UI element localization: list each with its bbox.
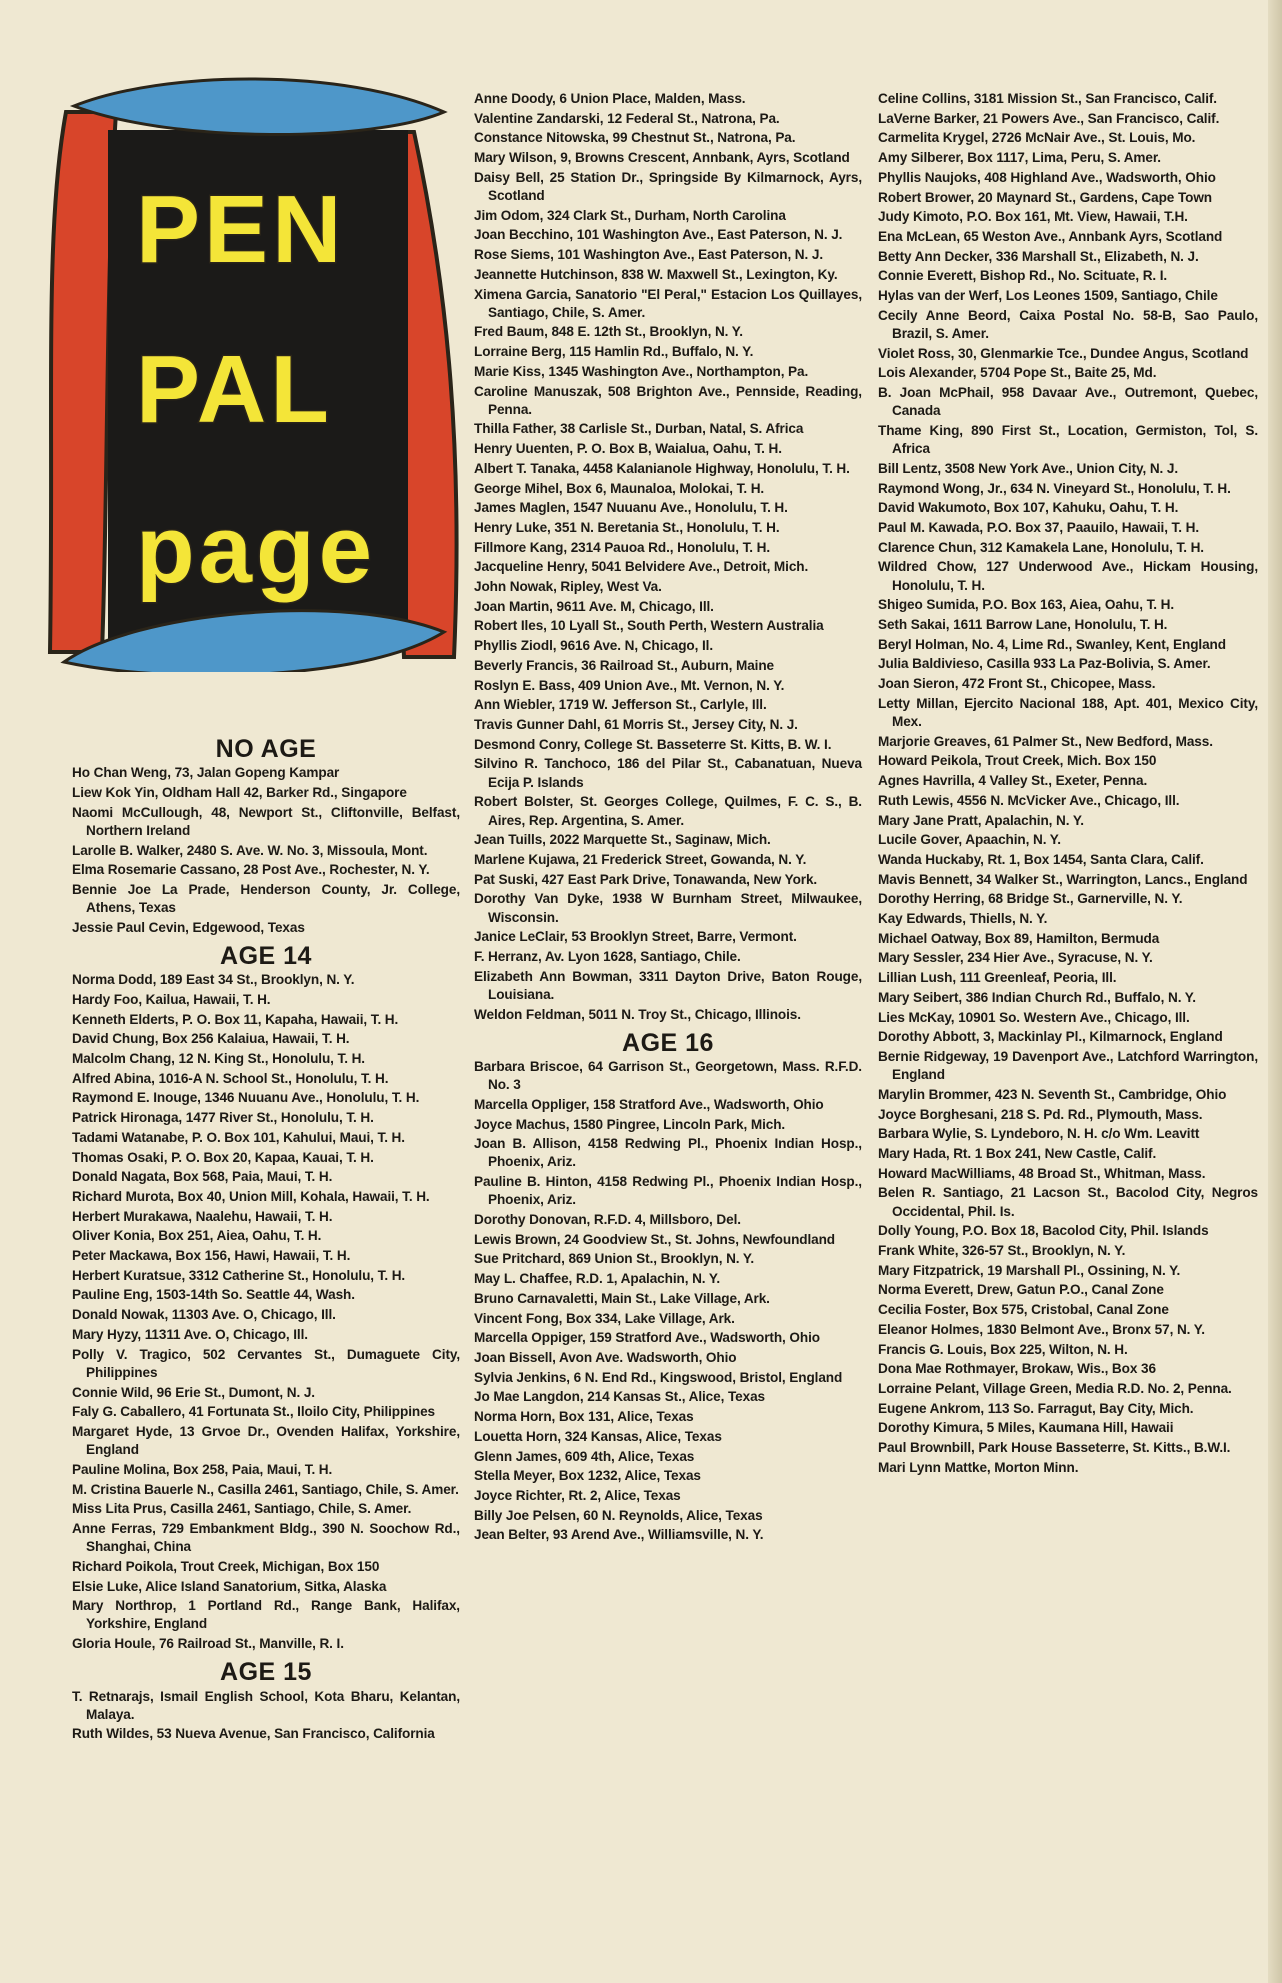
pen-pal-entry: Bernie Ridgeway, 19 Davenport Ave., Latchford Warrington, England bbox=[878, 1048, 1258, 1083]
pen-pal-entry: Stella Meyer, Box 1232, Alice, Texas bbox=[474, 1468, 701, 1484]
pen-pal-entry: Jessie Paul Cevin, Edgewood, Texas bbox=[72, 919, 305, 935]
pen-pal-entry: Glenn James, 609 4th, Alice, Texas bbox=[474, 1448, 695, 1464]
pen-pal-entry: Malcolm Chang, 12 N. King St., Honolulu, T. H. bbox=[72, 1051, 365, 1067]
pen-pal-entry: Beverly Francis, 36 Railroad St., Auburn, Maine bbox=[474, 657, 774, 673]
pen-pal-entry: Elma Rosemarie Cassano, 28 Post Ave., Rochester, N. Y. bbox=[72, 862, 430, 878]
pen-pal-entry: Clarence Chun, 312 Kamakela Lane, Honolulu, T. H. bbox=[878, 539, 1204, 555]
pen-pal-entry: Frank White, 326-57 St., Brooklyn, N. Y. bbox=[878, 1242, 1126, 1258]
pen-pal-entry: Herbert Kuratsue, 3312 Catherine St., Honolulu, T. H. bbox=[72, 1267, 406, 1283]
pen-pal-banner-art bbox=[44, 72, 474, 672]
pen-pal-entry: Phyllis Ziodl, 9616 Ave. N, Chicago, Il. bbox=[474, 638, 713, 654]
section-heading: AGE 15 bbox=[220, 1658, 312, 1687]
pen-pal-entry: Dona Mae Rothmayer, Brokaw, Wis., Box 36 bbox=[878, 1361, 1156, 1377]
pen-pal-entry: Gloria Houle, 76 Railroad St., Manville, R. I. bbox=[72, 1636, 344, 1652]
pen-pal-entry: Mary Hyzy, 11311 Ave. O, Chicago, Ill. bbox=[72, 1326, 308, 1342]
pen-pal-entry: Kay Edwards, Thiells, N. Y. bbox=[878, 911, 1048, 927]
pen-pal-entry: Shigeo Sumida, P.O. Box 163, Aiea, Oahu, T. H. bbox=[878, 597, 1175, 613]
pen-pal-entry: Albert T. Tanaka, 4458 Kalanianole Highway, Honolulu, T. H. bbox=[474, 460, 850, 476]
pen-pal-entry: Ruth Wildes, 53 Nueva Avenue, San Francisco, California bbox=[72, 1726, 435, 1742]
pen-pal-entry: Lois Alexander, 5704 Pope St., Baite 25, Md. bbox=[878, 365, 1157, 381]
pen-pal-entry: LaVerne Barker, 21 Powers Ave., San Francisco, Calif. bbox=[878, 110, 1220, 126]
pen-pal-entry: Pat Suski, 427 East Park Drive, Tonawanda, New York. bbox=[474, 871, 818, 887]
pen-pal-entry: Raymond E. Inouge, 1346 Nuuanu Ave., Honolulu, T. H. bbox=[72, 1090, 420, 1106]
pen-pal-entry: Fillmore Kang, 2314 Pauoa Rd., Honolulu, T. H. bbox=[474, 539, 771, 555]
pen-pal-entry: Thomas Osaki, P. O. Box 20, Kapaa, Kauai, T. H. bbox=[72, 1149, 374, 1165]
pen-pal-entry: Margaret Hyde, 13 Grvoe Dr., Ovenden Halifax, Yorkshire, England bbox=[72, 1423, 460, 1458]
pen-pal-entry: F. Herranz, Av. Lyon 1628, Santiago, Chile. bbox=[474, 948, 741, 964]
pen-pal-entry: May L. Chaffee, R.D. 1, Apalachin, N. Y. bbox=[474, 1271, 721, 1287]
pen-pal-entry: Wanda Huckaby, Rt. 1, Box 1454, Santa Clara, Calif. bbox=[878, 851, 1204, 867]
pen-pal-entry: Bruno Carnavaletti, Main St., Lake Village, Ark. bbox=[474, 1290, 770, 1306]
pen-pal-entry: David Wakumoto, Box 107, Kahuku, Oahu, T. H. bbox=[878, 500, 1179, 516]
pen-pal-entry: Herbert Murakawa, Naalehu, Hawaii, T. H. bbox=[72, 1208, 333, 1224]
pen-pal-entry: Constance Nitowska, 99 Chestnut St., Natrona, Pa. bbox=[474, 130, 796, 146]
pen-pal-entry: Sylvia Jenkins, 6 N. End Rd., Kingswood, Bristol, England bbox=[474, 1369, 843, 1385]
pen-pal-entry: Lewis Brown, 24 Goodview St., St. Johns, Newfoundland bbox=[474, 1231, 836, 1247]
pen-pal-entry: Robert Brower, 20 Maynard St., Gardens, Cape Town bbox=[878, 189, 1213, 205]
pen-pal-entry: Judy Kimoto, P.O. Box 161, Mt. View, Hawaii, T.H. bbox=[878, 209, 1188, 225]
pen-pal-entry: Dorothy Abbott, 3, Mackinlay Pl., Kilmarnock, England bbox=[878, 1029, 1223, 1045]
pen-pal-entry: Marylin Brommer, 423 N. Seventh St., Cambridge, Ohio bbox=[878, 1086, 1227, 1102]
pen-pal-entry: Ruth Lewis, 4556 N. McVicker Ave., Chicago, Ill. bbox=[878, 792, 1180, 808]
pen-pal-entry: Silvino R. Tanchoco, 186 del Pilar St., Cabanatuan, Nueva Ecija P. Islands bbox=[474, 756, 862, 790]
pen-pal-entry: Mari Lynn Mattke, Morton Minn. bbox=[878, 1459, 1079, 1475]
pen-pal-entry: Mary Sessler, 234 Hier Ave., Syracuse, N. Y. bbox=[878, 950, 1153, 966]
pen-pal-entry: Oliver Konia, Box 251, Aiea, Oahu, T. H. bbox=[72, 1228, 322, 1244]
pen-pal-entry: Phyllis Naujoks, 408 Highland Ave., Wadsworth, Ohio bbox=[878, 169, 1216, 185]
pen-pal-entry: Sue Pritchard, 869 Union St., Brooklyn, N. Y. bbox=[474, 1251, 755, 1267]
pen-pal-entry: David Chung, Box 256 Kalaiua, Hawaii, T. H. bbox=[72, 1031, 350, 1047]
pen-pal-entry: Donald Nagata, Box 568, Paia, Maui, T. H. bbox=[72, 1169, 333, 1185]
pen-pal-entry: Robert Bolster, St. Georges College, Quilmes, F. C. S., B. Aires, Rep. Argentina, S. Amer. bbox=[474, 794, 862, 828]
pen-pal-entry: Marlene Kujawa, 21 Frederick Street, Gowanda, N. Y. bbox=[474, 851, 807, 867]
pen-pal-entry: Barbara Wylie, S. Lyndeboro, N. H. c/o Wm. Leavitt bbox=[878, 1126, 1200, 1142]
pen-pal-entry: Julia Baldivieso, Casilla 933 La Paz-Bolivia, S. Amer. bbox=[878, 656, 1211, 672]
pen-pal-entry: Hylas van der Werf, Los Leones 1509, Santiago, Chile bbox=[878, 288, 1218, 304]
pen-pal-entry: Mary Seibert, 386 Indian Church Rd., Buffalo, N. Y. bbox=[878, 989, 1196, 1005]
pen-pal-entry: Joan B. Allison, 4158 Redwing Pl., Phoenix Indian Hosp., Phoenix, Ariz. bbox=[474, 1136, 862, 1170]
pen-pal-entry: Jim Odom, 324 Clark St., Durham, North Carolina bbox=[474, 207, 786, 223]
pen-pal-entry: Dorothy Donovan, R.F.D. 4, Millsboro, Del. bbox=[474, 1212, 741, 1228]
pen-pal-entry: Roslyn E. Bass, 409 Union Ave., Mt. Vernon, N. Y. bbox=[474, 677, 785, 693]
pen-pal-entry: Eleanor Holmes, 1830 Belmont Ave., Bronx 57, N. Y. bbox=[878, 1321, 1205, 1337]
pen-pal-entry: Anne Ferras, 729 Embankment Bldg., 390 N. Soochow Rd., Shanghai, China bbox=[72, 1520, 460, 1555]
pen-pal-entry: Elsie Luke, Alice Island Sanatorium, Sitka, Alaska bbox=[72, 1578, 387, 1594]
pen-pal-entry: B. Joan McPhail, 958 Davaar Ave., Outremont, Quebec, Canada bbox=[878, 385, 1258, 419]
pen-pal-entry: Michael Oatway, Box 89, Hamilton, Bermuda bbox=[878, 930, 1160, 946]
pen-pal-entry: Donald Nowak, 11303 Ave. O, Chicago, Ill. bbox=[72, 1307, 336, 1323]
pen-pal-entry: Cecilia Foster, Box 575, Cristobal, Canal Zone bbox=[878, 1302, 1169, 1318]
pen-pal-entry: Celine Collins, 3181 Mission St., San Francisco, Calif. bbox=[878, 91, 1217, 106]
pen-pal-entry: Richard Murota, Box 40, Union Mill, Kohala, Hawaii, T. H. bbox=[72, 1188, 430, 1204]
pen-pal-entry: Lorraine Pelant, Village Green, Media R.D. No. 2, Penna. bbox=[878, 1380, 1232, 1396]
pen-pal-entry: Marcella Oppliger, 158 Stratford Ave., Wadsworth, Ohio bbox=[474, 1096, 824, 1112]
top-feather bbox=[74, 79, 444, 135]
pen-pal-entry: Connie Everett, Bishop Rd., No. Scituate, R. I. bbox=[878, 268, 1168, 284]
pen-pal-entry: James Maglen, 1547 Nuuanu Ave., Honolulu, T. H. bbox=[474, 500, 788, 516]
pen-pal-entry: Billy Joe Pelsen, 60 N. Reynolds, Alice, Texas bbox=[474, 1507, 763, 1523]
page-gutter bbox=[1268, 0, 1282, 1983]
pen-pal-entry: Janice LeClair, 53 Brooklyn Street, Barre, Vermont. bbox=[474, 929, 797, 945]
section-heading: AGE 16 bbox=[622, 1028, 714, 1057]
pen-pal-entry: Dorothy Kimura, 5 Miles, Kaumana Hill, Hawaii bbox=[878, 1420, 1174, 1436]
pen-pal-entry: Joan Sieron, 472 Front St., Chicopee, Mass. bbox=[878, 676, 1156, 692]
pen-pal-entry: Connie Wild, 96 Erie St., Dumont, N. J. bbox=[72, 1384, 315, 1400]
pen-pal-entry: Thilla Father, 38 Carlisle St., Durban, Natal, S. Africa bbox=[474, 421, 804, 437]
pen-pal-entry: John Nowak, Ripley, West Va. bbox=[474, 579, 662, 595]
logo-line-pen: PEN bbox=[136, 176, 346, 283]
pen-pal-entry: Henry Luke, 351 N. Beretania St., Honolulu, T. H. bbox=[474, 519, 780, 535]
pen-pal-entry: Weldon Feldman, 5011 N. Troy St., Chicago, Illinois. bbox=[474, 1006, 801, 1022]
column-middle bbox=[474, 90, 862, 1546]
pen-pal-entry: Pauline B. Hinton, 4158 Redwing Pl., Phoenix Indian Hosp., Phoenix, Ariz. bbox=[474, 1174, 862, 1208]
pen-pal-entry: Dorothy Van Dyke, 1938 W Burnham Street, Milwaukee, Wisconsin. bbox=[474, 891, 862, 925]
pen-pal-entry: Robert Iles, 10 Lyall St., South Perth, Western Australia bbox=[474, 618, 824, 634]
pen-pal-entry: Anne Doody, 6 Union Place, Malden, Mass. bbox=[474, 91, 746, 106]
pen-pal-entry: Francis G. Louis, Box 225, Wilton, N. H. bbox=[878, 1341, 1128, 1357]
pen-pal-entry: Seth Sakai, 1611 Barrow Lane, Honolulu, T. H. bbox=[878, 616, 1168, 632]
pen-pal-entry: Tadami Watanabe, P. O. Box 101, Kahului, Maui, T. H. bbox=[72, 1129, 405, 1145]
pen-pal-entry: Agnes Havrilla, 4 Valley St., Exeter, Penna. bbox=[878, 773, 1148, 789]
pen-pal-entry: Norma Everett, Drew, Gatun P.O., Canal Zone bbox=[878, 1282, 1164, 1298]
pen-pal-entry: Richard Poikola, Trout Creek, Michigan, Box 150 bbox=[72, 1558, 380, 1574]
pen-pal-entry: Jean Belter, 93 Arend Ave., Williamsville, N. Y. bbox=[474, 1527, 764, 1543]
pen-pal-entry: Dorothy Herring, 68 Bridge St., Garnerville, N. Y. bbox=[878, 891, 1183, 907]
pen-pal-entry: T. Retnarajs, Ismail English School, Kota Bharu, Kelantan, Malaya. bbox=[72, 1688, 460, 1722]
logo-line-pal: PAL bbox=[136, 336, 333, 443]
pen-pal-entry: Polly V. Tragico, 502 Cervantes St., Dumaguete City, Philippines bbox=[72, 1346, 460, 1380]
pen-pal-entry: Betty Ann Decker, 336 Marshall St., Elizabeth, N. J. bbox=[878, 248, 1199, 264]
pen-pal-entry: Larolle B. Walker, 2480 S. Ave. W. No. 3, Missoula, Mont. bbox=[72, 842, 428, 858]
pen-pal-entry: Mary Northrop, 1 Portland Rd., Range Bank, Halifax, Yorkshire, England bbox=[72, 1598, 460, 1632]
pen-pal-entry: Hardy Foo, Kailua, Hawaii, T. H. bbox=[72, 991, 271, 1007]
logo-line-page: page bbox=[136, 496, 377, 603]
pen-pal-entry: Barbara Briscoe, 64 Garrison St., Georgetown, Mass. R.F.D. No. 3 bbox=[474, 1058, 862, 1093]
pen-pal-entry: Belen R. Santiago, 21 Lacson St., Bacolod City, Negros Occidental, Phil. Is. bbox=[878, 1185, 1258, 1219]
pen-pal-entry: Naomi McCullough, 48, Newport St., Cliftonville, Belfast, Northern Ireland bbox=[72, 804, 460, 838]
pen-pal-entry: Dolly Young, P.O. Box 18, Bacolod City, Phil. Islands bbox=[878, 1223, 1209, 1239]
pen-pal-entry: Letty Millan, Ejercito Nacional 188, Apt. 401, Mexico City, Mex. bbox=[878, 695, 1258, 729]
pen-pal-entry: Miss Lita Prus, Casilla 2461, Santiago, Chile, S. Amer. bbox=[72, 1501, 412, 1517]
pen-pal-entry: Jeannette Hutchinson, 838 W. Maxwell St., Lexington, Ky. bbox=[474, 266, 838, 282]
pen-pal-entry: Patrick Hironaga, 1477 River St., Honolulu, T. H. bbox=[72, 1110, 374, 1126]
pen-pal-entry: Marjorie Greaves, 61 Palmer St., New Bedford, Mass. bbox=[878, 733, 1213, 749]
pen-pal-entry: Violet Ross, 30, Glenmarkie Tce., Dundee Angus, Scotland bbox=[878, 345, 1249, 361]
pen-pal-entry: Beryl Holman, No. 4, Lime Rd., Swanley, Kent, England bbox=[878, 636, 1226, 652]
pen-pal-entry: Joan Becchino, 101 Washington Ave., East Paterson, N. J. bbox=[474, 227, 843, 243]
section-heading: NO AGE bbox=[215, 735, 317, 763]
pen-pal-entry: Joan Martin, 9611 Ave. M, Chicago, Ill. bbox=[474, 598, 714, 614]
pen-pal-entry: Desmond Conry, College St. Basseterre St. Kitts, B. W. I. bbox=[474, 736, 832, 752]
pen-pal-entry: Norma Horn, Box 131, Alice, Texas bbox=[474, 1409, 694, 1425]
pen-pal-entry: Jo Mae Langdon, 214 Kansas St., Alice, Texas bbox=[474, 1389, 765, 1405]
pen-pal-entry: Carmelita Krygel, 2726 McNair Ave., St. Louis, Mo. bbox=[878, 130, 1196, 146]
pen-pal-entry: Henry Uuenten, P. O. Box B, Waialua, Oahu, T. H. bbox=[474, 441, 782, 457]
pen-pal-entry: Wildred Chow, 127 Underwood Ave., Hickam Housing, Honolulu, T. H. bbox=[878, 559, 1258, 593]
pen-pal-entry: Peter Mackawa, Box 156, Hawi, Hawaii, T. H. bbox=[72, 1248, 351, 1264]
pen-pal-entry: Ena McLean, 65 Weston Ave., Annbank Ayrs, Scotland bbox=[878, 228, 1223, 244]
pen-pal-entry: Lillian Lush, 111 Greenleaf, Peoria, Ill. bbox=[878, 970, 1117, 986]
pen-pal-entry: Eugene Ankrom, 113 So. Farragut, Bay City, Mich. bbox=[878, 1400, 1194, 1416]
left-curtain bbox=[50, 112, 116, 652]
pen-pal-entry: Joan Bissell, Avon Ave. Wadsworth, Ohio bbox=[474, 1350, 737, 1365]
pen-pal-entry: Howard Peikola, Trout Creek, Mich. Box 150 bbox=[878, 753, 1157, 769]
pen-pal-entry: Cecily Anne Beord, Caixa Postal No. 58-B, Sao Paulo, Brazil, S. Amer. bbox=[878, 307, 1258, 341]
pen-pal-entry: Thame King, 890 First St., Location, Germiston, Tol, S. Africa bbox=[878, 422, 1258, 457]
pen-pal-entry: Kenneth Elderts, P. O. Box 11, Kapaha, Hawaii, T. H. bbox=[72, 1011, 399, 1027]
section-heading: AGE 14 bbox=[220, 942, 312, 971]
pen-pal-entry: Joyce Borghesani, 218 S. Pd. Rd., Plymouth, Mass. bbox=[878, 1106, 1203, 1122]
pen-pal-entry: Mavis Bennett, 34 Walker St., Warrington, Lancs., England bbox=[878, 871, 1248, 887]
pen-pal-entry: Ximena Garcia, Sanatorio "El Peral," Estacion Los Quillayes, Santiago, Chile, S. Amer. bbox=[474, 286, 862, 320]
pen-pal-entry: Rose Siems, 101 Washington Ave., East Paterson, N. J. bbox=[474, 247, 824, 263]
pen-pal-entry: Lucile Gover, Apaachin, N. Y. bbox=[878, 832, 1061, 848]
pen-pal-entry: Howard MacWilliams, 48 Broad St., Whitman, Mass. bbox=[878, 1165, 1206, 1181]
pen-pal-entry: Jacqueline Henry, 5041 Belvidere Ave., Detroit, Mich. bbox=[474, 559, 809, 575]
pen-pal-entry: Faly G. Caballero, 41 Fortunata St., Iloilo City, Philippines bbox=[72, 1404, 436, 1420]
pen-pal-entry: Mary Jane Pratt, Apalachin, N. Y. bbox=[878, 812, 1084, 828]
pen-pal-entry: Norma Dodd, 189 East 34 St., Brooklyn, N. Y. bbox=[72, 972, 355, 988]
pen-pal-entry: Pauline Eng, 1503-14th So. Seattle 44, Wash. bbox=[72, 1287, 355, 1303]
pen-pal-entry: Fred Baum, 848 E. 12th St., Brooklyn, N. Y. bbox=[474, 324, 743, 340]
pen-pal-entry: Lies McKay, 10901 So. Western Ave., Chicago, Ill. bbox=[878, 1009, 1190, 1025]
pen-pal-entry: Travis Gunner Dahl, 61 Morris St., Jersey City, N. J. bbox=[474, 717, 798, 732]
pen-pal-entry: Louetta Horn, 324 Kansas, Alice, Texas bbox=[474, 1428, 722, 1444]
pen-pal-entry: Liew Kok Yin, Oldham Hall 42, Barker Rd., Singapore bbox=[72, 784, 407, 800]
pen-pal-entry: Amy Silberer, Box 1117, Lima, Peru, S. Amer. bbox=[878, 150, 1161, 166]
pen-pal-entry: Elizabeth Ann Bowman, 3311 Dayton Drive, Baton Rouge, Louisiana. bbox=[474, 968, 862, 1002]
pen-pal-entry: Lorraine Berg, 115 Hamlin Rd., Buffalo, N. Y. bbox=[474, 344, 754, 360]
column-left bbox=[72, 730, 460, 1745]
pen-pal-entry: George Mihel, Box 6, Maunaloa, Molokai, T. H. bbox=[474, 480, 765, 496]
pen-pal-entry: Alfred Abina, 1016-A N. School St., Honolulu, T. H. bbox=[72, 1070, 389, 1086]
pen-pal-entry: Caroline Manuszak, 508 Brighton Ave., Pennside, Reading, Penna. bbox=[474, 383, 862, 417]
pen-pal-entry: Raymond Wong, Jr., 634 N. Vineyard St., Honolulu, T. H. bbox=[878, 480, 1231, 496]
pen-pal-entry: Joyce Richter, Rt. 2, Alice, Texas bbox=[474, 1487, 681, 1503]
pen-pal-entry: Daisy Bell, 25 Station Dr., Springside By Kilmarnock, Ayrs, Scotland bbox=[474, 169, 862, 204]
pen-pal-entry: Ann Wiebler, 1719 W. Jefferson St., Carlyle, Ill. bbox=[474, 697, 767, 713]
pen-pal-entry: Pauline Molina, Box 258, Paia, Maui, T. H. bbox=[72, 1461, 333, 1477]
pen-pal-entry: Mary Fitzpatrick, 19 Marshall Pl., Ossining, N. Y. bbox=[878, 1262, 1181, 1278]
pen-pal-entry: Ho Chan Weng, 73, Jalan Gopeng Kampar bbox=[72, 765, 340, 781]
pen-pal-entry: Valentine Zandarski, 12 Federal St., Natrona, Pa. bbox=[474, 110, 780, 126]
pen-pal-logo bbox=[44, 72, 474, 672]
pen-pal-entry: Mary Hada, Rt. 1 Box 241, New Castle, Calif. bbox=[878, 1145, 1157, 1161]
pen-pal-entry: Bill Lentz, 3508 New York Ave., Union City, N. J. bbox=[878, 460, 1179, 476]
pen-pal-entry: Marie Kiss, 1345 Washington Ave., Northampton, Pa. bbox=[474, 363, 809, 379]
pen-pal-entry: M. Cristina Bauerle N., Casilla 2461, Santiago, Chile, S. Amer. bbox=[72, 1481, 459, 1497]
column-right bbox=[878, 90, 1258, 1478]
pen-pal-entry: Mary Wilson, 9, Browns Crescent, Annbank, Ayrs, Scotland bbox=[474, 150, 850, 166]
pen-pal-entry: Bennie Joe La Prade, Henderson County, Jr. College, Athens, Texas bbox=[72, 881, 460, 916]
pen-pal-entry: Paul Brownbill, Park House Basseterre, St. Kitts., B.W.I. bbox=[878, 1440, 1231, 1456]
pen-pal-entry: Vincent Fong, Box 334, Lake Village, Ark. bbox=[474, 1310, 735, 1326]
pen-pal-entry: Paul M. Kawada, P.O. Box 37, Paauilo, Hawaii, T. H. bbox=[878, 519, 1200, 535]
pen-pal-entry: Marcella Oppiger, 159 Stratford Ave., Wadsworth, Ohio bbox=[474, 1330, 820, 1346]
pen-pal-entry: Jean Tuills, 2022 Marquette St., Saginaw, Mich. bbox=[474, 832, 771, 848]
pen-pal-entry: Joyce Machus, 1580 Pingree, Lincoln Park, Mich. bbox=[474, 1116, 786, 1132]
